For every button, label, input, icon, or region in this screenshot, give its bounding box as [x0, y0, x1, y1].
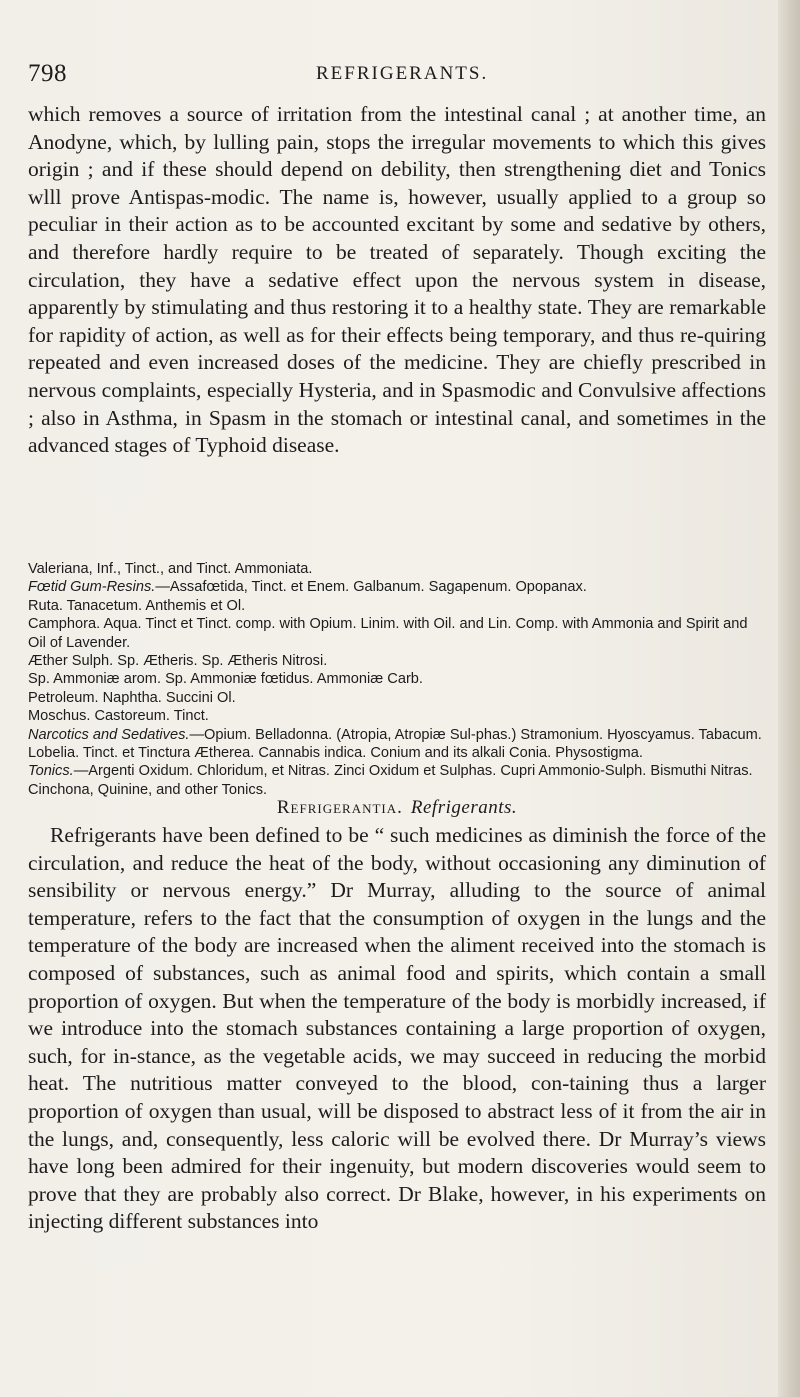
- section-heading-english: Refrigerants.: [410, 797, 518, 818]
- remedy-text: Ruta. Tanacetum. Anthemis et Ol.: [28, 597, 246, 614]
- remedy-entry: [28, 762, 766, 799]
- remedy-category-label: Tonics.: [28, 763, 74, 780]
- remedy-entry: [28, 652, 766, 670]
- page-edge-shadow: [778, 0, 800, 1397]
- remedy-list: [28, 560, 766, 799]
- remedy-text: Æther Sulph. Sp. Ætheris. Sp. Ætheris Nitrosi.: [28, 653, 328, 670]
- remedy-entry: [28, 615, 766, 652]
- running-title: REFRIGERANTS.: [316, 63, 489, 84]
- remedy-text: Sp. Ammoniæ arom. Sp. Ammoniæ fœtidus. Ammoniæ Carb.: [28, 671, 423, 688]
- paragraph-refrigerants: Refrigerants have been defined to be “ such medicines as diminish the force of the circulation, and reduce the heat of the body, without occasioning any diminution of sensibility or nervous energy.” Dr Murray, alluding to the source of animal temperature, refers to the fact that the consumption of oxygen in the lungs and the temperature of the body are increased when the aliment received into the stomach is composed of substances, such as animal food and spirits, which contain a small proportion of oxygen. But when the temperature of the body is morbidly increased, if we introduce into the stomach substances containing a large proportion of oxygen, such, for in-stance, as the vegetable acids, we may succeed in reducing the morbid heat. The nutritious matter conveyed to the blood, con-taining thus a larger proportion of oxygen than usual, will be disposed to abstract less of it from the air in the lungs, and, consequently, less caloric will be evolved there. Dr Murray’s views have long been admired for their ingenuity, but modern discoveries would seem to prove that they are probably also correct. Dr Blake, however, in his experiments on injecting different substances into: [28, 823, 766, 1234]
- remedy-text: —Argenti Oxidum. Chloridum, et Nitras. Zinci Oxidum et Sulphas. Cupri Ammonio-Sulph. Bismuthi Nitras. Cinchona, Quinine, and other Tonics.: [28, 763, 753, 798]
- remedy-text: Moschus. Castoreum. Tinct.: [28, 708, 209, 725]
- remedy-entry: [28, 707, 766, 725]
- remedy-text: —Opium. Belladonna. (Atropia, Atropiæ Sul-phas.) Stramonium. Hyoscyamus. Tabacum. Lobelia. Tinct. et Tinctura Ætherea. Cannabis indica. Conium and its alkali Conia. Physostigma.: [28, 726, 762, 762]
- remedy-entry: [28, 560, 766, 578]
- remedy-entry: [28, 726, 766, 763]
- remedy-entry: [28, 689, 766, 707]
- page-header: [28, 60, 766, 90]
- remedy-text: —Assafœtida, Tinct. et Enem. Galbanum. Sagapenum. Opopanax.: [155, 579, 587, 596]
- page-number: 798: [28, 60, 67, 87]
- remedy-entry: [28, 670, 766, 688]
- section-heading-latin: Refrigerantia.: [276, 797, 403, 818]
- section-heading: [28, 797, 766, 819]
- remedy-entry: [28, 597, 766, 615]
- remedy-text: Valeriana, Inf., Tinct., and Tinct. Ammoniata.: [28, 561, 313, 577]
- remedy-entry: [28, 578, 766, 596]
- remedy-category-label: Narcotics and Sedatives.: [28, 726, 190, 743]
- remedy-category-label: Fœtid Gum-Resins.: [28, 579, 156, 596]
- paragraph-antispasmodics: which removes a source of irritation from the intestinal canal ; at another time, an Anodyne, which, by lulling pain, stops the irregular movements to which this gives origin ; and if these should depend on debility, then strengthening diet and Tonics wlll prove Antispas-modic. The name is, however, usually applied to a group so peculiar in their action as to be accounted excitant by some and sedative by others, and therefore hardly require to be treated of separately. Though exciting the circulation, they have a sedative effect upon the nervous system in disease, apparently by stimulating and thus restoring it to a healthy state. They are remarkable for rapidity of action, as well as for their effects being temporary, and thus re-quiring repeated and even increased doses of the medicine. They are chiefly prescribed in nervous complaints, especially Hysteria, and in Spasmodic and Convulsive affections ; also in Asthma, in Spasm in the stomach or intestinal canal, and sometimes in the advanced stages of Typhoid disease.: [28, 102, 766, 458]
- remedy-text: Camphora. Aqua. Tinct et Tinct. comp. with Opium. Linim. with Oil. and Lin. Comp. with Ammonia and Spirit and Oil of Lavender.: [28, 616, 748, 651]
- remedy-text: Petroleum. Naphtha. Succini Ol.: [28, 689, 236, 706]
